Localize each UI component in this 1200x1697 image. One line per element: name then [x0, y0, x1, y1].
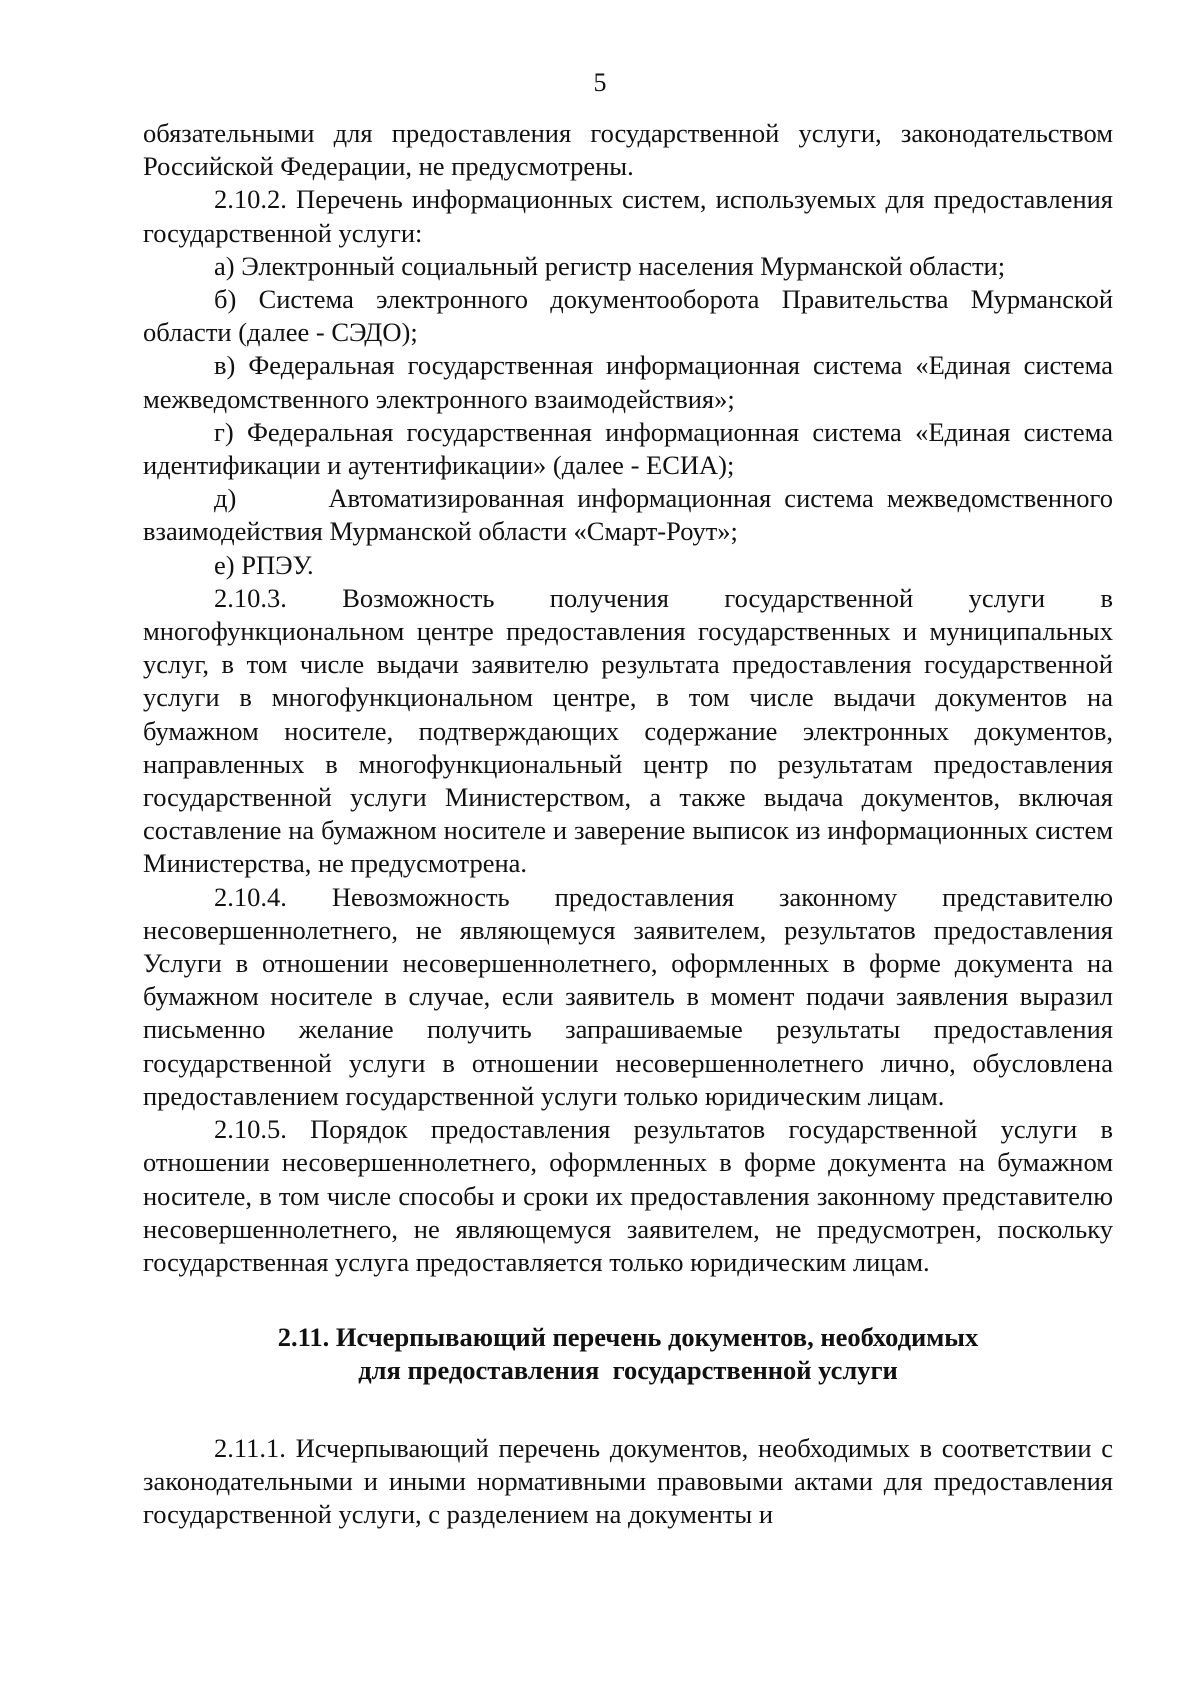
paragraph-2-10-3: 2.10.3. Возможность получения государственной услуги в многофункциональном центре предоставления государственных и муниципальных услуг, в том числе выдачи заявителю результата предоставления государственной услуги в многофункциональном центре, в том числе выдачи документов на бумажном носителе, подтверждающих содержание электронных документов, направленных в многофункциональный центр по результатам предоставления государственной услуги Министерством, а также выдача документов, включая составление на бумажном носителе и заверение выписок из информационных систем Министерства, не предусмотрена.	[143, 582, 1113, 879]
section-heading-line-1: 2.11. Исчерпывающий перечень документов, необходимых	[277, 1322, 979, 1353]
paragraph-continuation: обязательными для предоставления государственной услуги, законодательством Российской Федерации, не предусмотрены.	[143, 118, 1113, 182]
document-body	[143, 117, 1113, 1531]
paragraph-2-10-2: 2.10.2. Перечень информационных систем, используемых для предоставления государственной услуги:	[143, 184, 1113, 248]
list-item-b: б) Система электронного документооборота Правительства Мурманской области (далее - СЭДО);	[143, 284, 1113, 348]
list-item-d: д) Автоматизированная информационная система межведомственного взаимодействия Мурманской области «Смарт-Роут»;	[143, 483, 1113, 547]
list-item-v: в) Федеральная государственная информационная система «Единая система межведомственного электронного взаимодействия»;	[143, 350, 1113, 414]
paragraph-2-11-1: 2.11.1. Исчерпывающий перечень документов, необходимых в соответствии с законодательными и иными нормативными правовыми актами для предоставления государственной услуги, с разделением на документы и	[143, 1432, 1113, 1529]
paragraph-2-10-5: 2.10.5. Порядок предоставления результатов государственной услуги в отношении несовершеннолетнего, оформленных в форме документа на бумажном носителе, в том числе способы и сроки их предоставления законному представителю несовершеннолетнего, не являющемуся заявителем, не предусмотрен, поскольку государственная услуга предоставляется только юридическим лицам.	[143, 1114, 1113, 1277]
list-item-a: а) Электронный социальный регистр населения Мурманской области;	[214, 250, 1006, 281]
list-item-e: е) РПЭУ.	[214, 549, 314, 580]
section-heading-2-11	[143, 1321, 1113, 1387]
page-number: 5	[593, 68, 607, 97]
paragraph-2-10-4: 2.10.4. Невозможность предоставления законному представителю несовершеннолетнего, не являющемуся заявителем, результатов предоставления Услуги в отношении несовершеннолетнего, оформленных в форме документа на бумажном носителе в случае, если заявитель в момент подачи заявления выразил письменно желание получить запрашиваемые результаты предоставления государственной услуги в отношении несовершеннолетнего лично, обусловлена предоставлением государственной услуги только юридическим лицам.	[143, 881, 1113, 1111]
section-heading-line-2: для предоставления государственной услуги	[358, 1355, 898, 1386]
list-item-g: г) Федеральная государственная информационная система «Единая система идентификации и аутентификации» (далее - ЕСИА);	[143, 416, 1113, 481]
